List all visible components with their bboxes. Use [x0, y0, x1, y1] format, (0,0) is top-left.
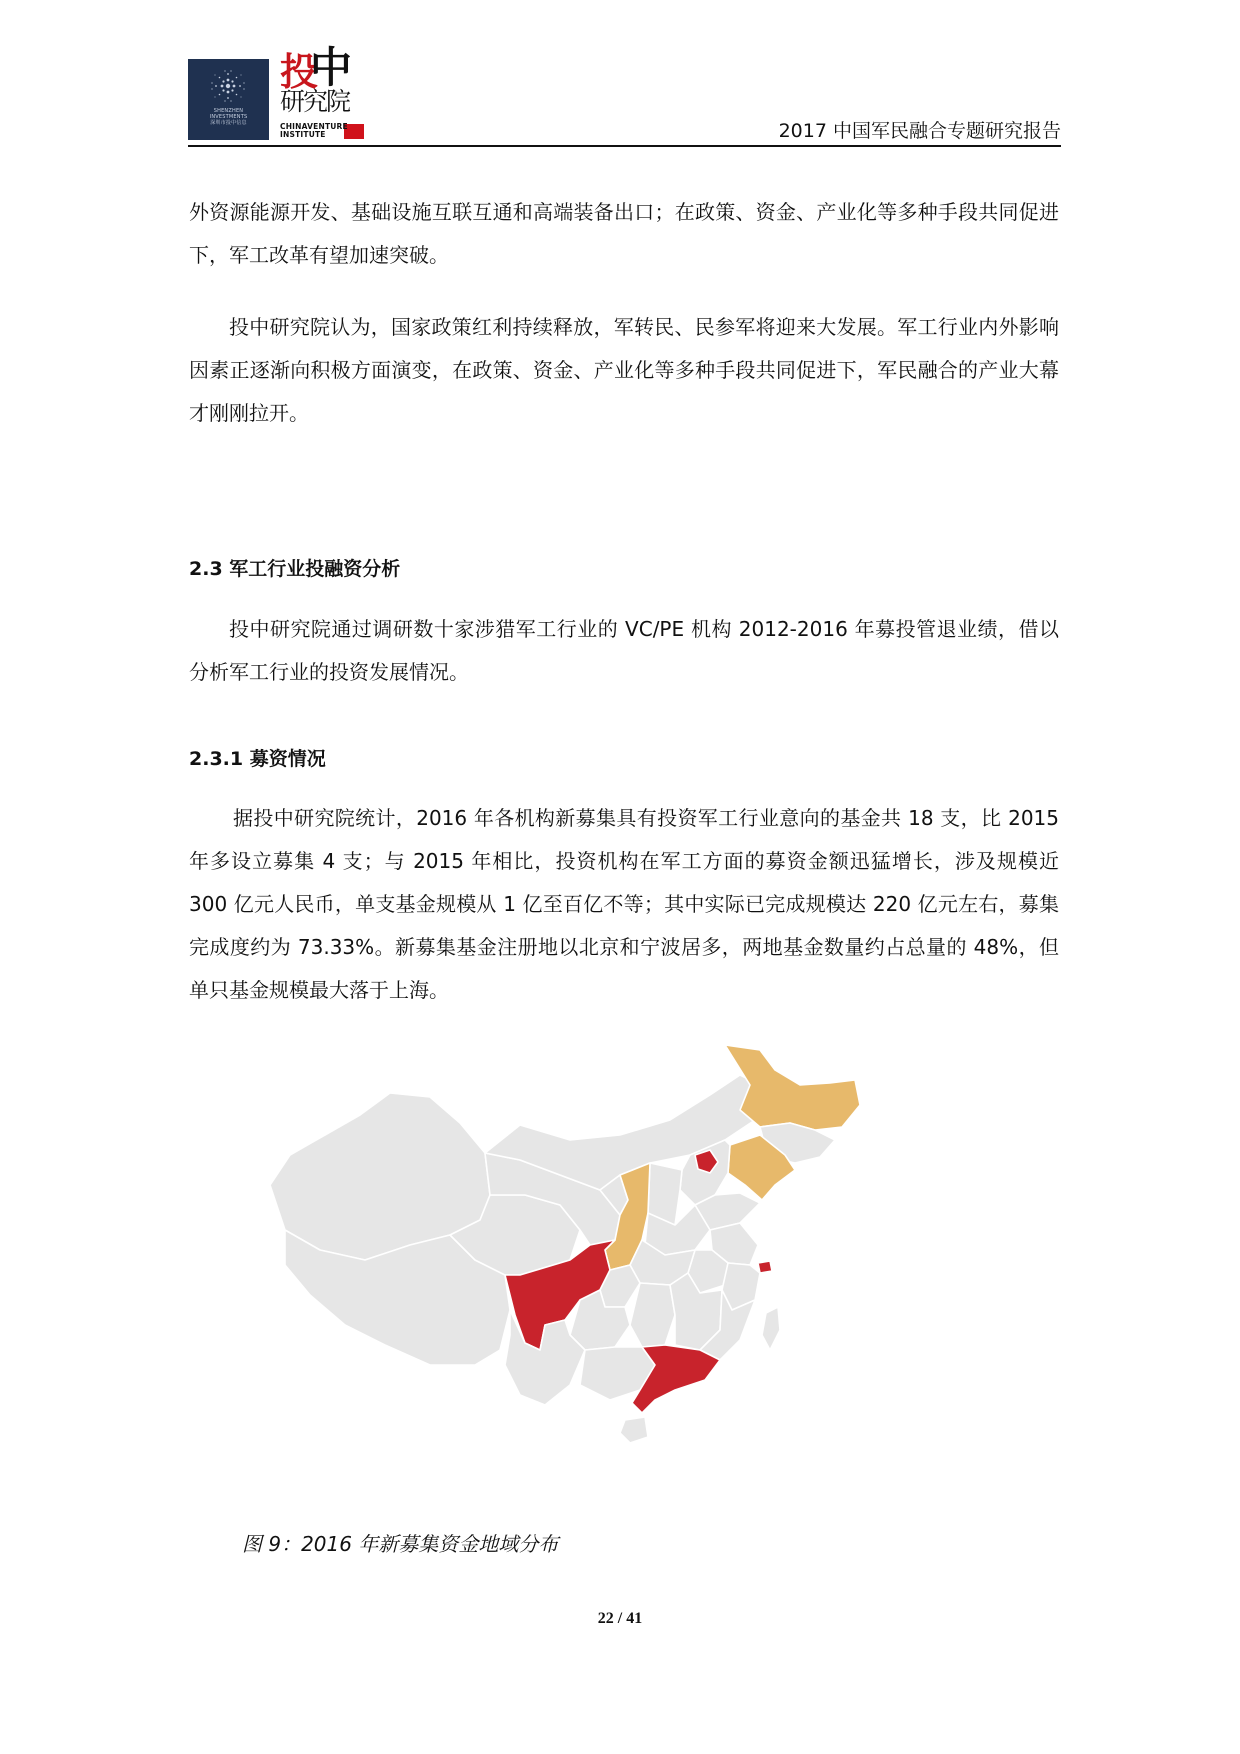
starburst-icon	[188, 59, 269, 140]
paragraph-2: 投中研究院认为，国家政策红利持续释放，军转民、民参军将迎来大发展。军工行业内外影响因素正逐渐向积极方面演变，在政策、资金、产业化等多种手段共同促进下，军民融合的产业大幕才刚刚拉开。	[189, 315, 1059, 425]
logo-label-3: 深圳市投中信息	[210, 120, 247, 126]
brand-chars-institute: 研究院	[280, 87, 350, 116]
header-divider	[188, 145, 1061, 147]
page-number: 22 / 41	[597, 1610, 643, 1627]
region-taiwan	[762, 1307, 780, 1350]
paragraph-3: 投中研究院通过调研数十家涉猎军工行业的 VC/PE 机构 2012-2016 年募投管退业绩，借以分析军工行业的投资发展情况。	[189, 617, 1059, 684]
logo-label-1: SHENZHEN	[213, 108, 244, 114]
brand-english	[280, 123, 348, 139]
china-map-svg	[270, 1045, 970, 1525]
institute-logo	[188, 59, 269, 140]
section-heading-2-3-1: 2.3.1 募资情况	[189, 748, 326, 770]
logo-label-2: INVESTMENTS	[209, 114, 248, 120]
brand-english-line-1: CHINAVENTURE	[280, 122, 348, 131]
paragraph-4: 据投中研究院统计，2016 年各机构新募集具有投资军工行业意向的基金共 18 支，比 2015 年多设立募集 4 支；与 2015 年相比，投资机构在军工方面的募资金额迅猛增长，涉及规模近 300 亿元人民币，单支基金规模从 1 亿至百亿不等；其中实际已完成规模达 220 亿元左右，募集完成度约为 73.33%。新募集基金注册地以北京和宁波居多，两地基金数量约占总量的 48%，但单只基金规模最大落于上海。	[189, 806, 1059, 1002]
brand-char-tou: 投	[280, 49, 319, 94]
region-shanghai	[758, 1261, 772, 1273]
page-header	[188, 43, 1061, 148]
figure-caption: 图 9：2016 年新募集资金地域分布	[242, 1532, 559, 1556]
china-fund-map	[270, 1045, 970, 1525]
paragraph-1: 外资源能源开发、基础设施互联互通和高端装备出口；在政策、资金、产业化等多种手段共同促进下，军工改革有望加速突破。	[189, 200, 1059, 267]
region-hainan	[620, 1417, 648, 1443]
report-title: 2017 中国军民融合专题研究报告	[778, 120, 1061, 142]
section-heading-2-3: 2.3 军工行业投融资分析	[189, 558, 401, 580]
brand-char-zhong: 中	[310, 43, 353, 92]
brand-english-line-2: INSTITUTE	[280, 130, 326, 139]
region-hunan	[630, 1283, 675, 1347]
